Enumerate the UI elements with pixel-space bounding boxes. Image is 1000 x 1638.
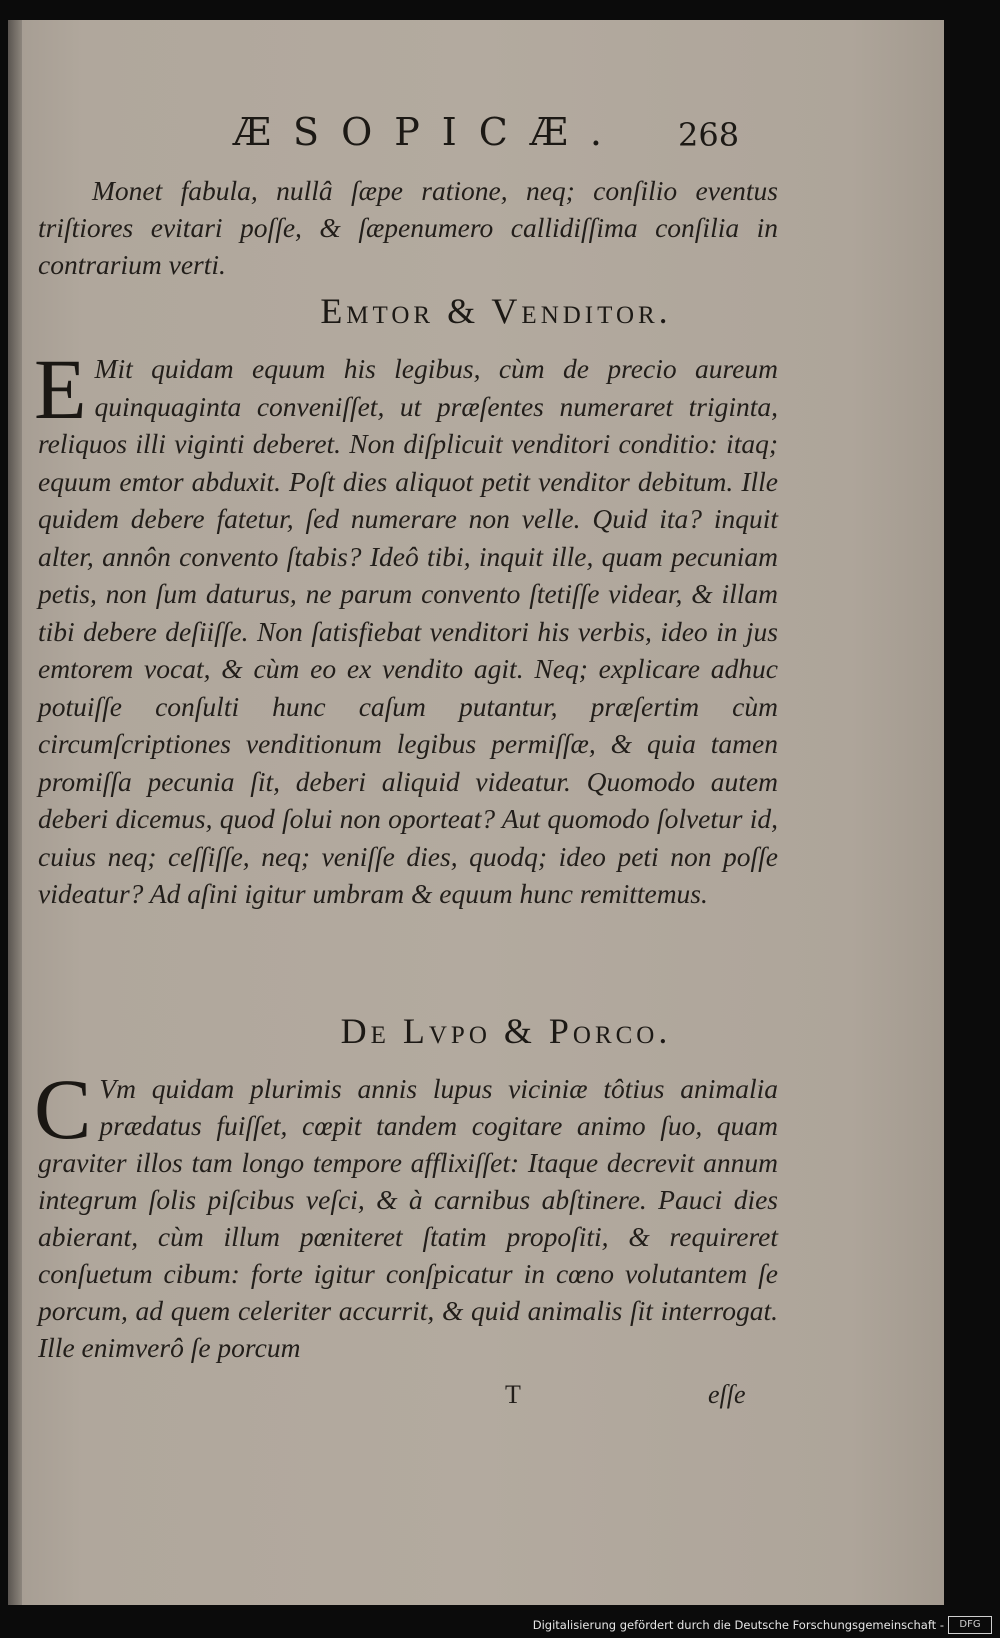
- fable-body-1: Mit quidam equum his legibus, cùm de precio aureum quinquaginta conveniſſet, ut præſentes numeraret triginta, reliquos illi viginti deberet. Non diſplicuit venditori conditio: itaq; equum emtor abduxit. Poſt dies aliquot petit venditor debitum. Ille quidem debere fatetur, ſed numerare non velle. Quid ita? inquit alter, annôn convento ſtabis? Ideô tibi, inquit ille, quam pecuniam petis, non ſum daturus, ne parum convento ſtetiſſe videar, & illam tibi debere deſiiſſe. Non ſatisfiebat venditori his verbis, ideo in jus emtorem vocat, & cùm eo ex vendito agit. Neq; explicare adhuc potuiſſe conſulti hunc caſum putantur, præſertim cùm circumſcriptiones venditionum legibus permiſſæ, & quia tamen promiſſa pecunia ſit, deberi aliquid videatur. Quomodo autem deberi dicemus, quod ſolui non oporteat? Aut quomodo ſolvetur id, cuius neq; ceſſiſſe, neq; veniſſe dies, quodq; ideo peti non poſſe videatur? Ad aſini igitur umbram & equum hunc remittemus.: [38, 353, 778, 909]
- book-page: [8, 20, 944, 1605]
- digitization-credit: Digitalisierung gefördert durch die Deutsche Forschungsgemeinschaft -: [532, 1618, 944, 1632]
- dfg-logo-icon: DFG: [948, 1616, 992, 1634]
- fable-body-2: Vm quidam plurimis annis lupus viciniæ tôtius animalia prædatus fuiſſet, cœpit tandem cogitare animo ſuo, quam graviter illos tam longo tempore afflixiſſet: Itaque decrevit annum integrum ſolis piſcibus veſci, & à carnibus abſtinere. Pauci dies abierant, cùm illum pœniteret ſtatim propoſiti, & requireret conſuetum cibum: forte igitur conſpicatur in cœno volutantem ſe porcum, ad quem celeriter accurrit, & quid animalis ſit interrogat. Ille enimverô ſe porcum: [38, 1073, 778, 1363]
- catchword: eſſe: [708, 1380, 746, 1409]
- fable-title-emtor-venditor: Emtor & Venditor.: [320, 291, 672, 331]
- page-number: 268: [678, 116, 740, 154]
- running-head-title: ÆSOPICÆ.: [233, 110, 624, 154]
- signature-mark: T: [505, 1380, 521, 1409]
- fable-title-lupo-porco: De Lvpo & Porco.: [340, 1011, 672, 1051]
- drop-cap-c: C: [34, 1061, 92, 1157]
- running-head: [8, 110, 944, 160]
- fable-text-emtor-venditor: [34, 341, 778, 913]
- fable-text-lupo-porco: [34, 1061, 778, 1366]
- footer-bar: [0, 1610, 1000, 1638]
- binding-gutter: [8, 20, 22, 1605]
- drop-cap-e: E: [34, 341, 87, 437]
- fable-moral: Monet fabula, nullâ ſæpe ratione, neq; conſilio eventus triſtiores evitari poſſe, & ſæpenumero callidiſſima conſilia in contrarium verti.: [38, 175, 778, 280]
